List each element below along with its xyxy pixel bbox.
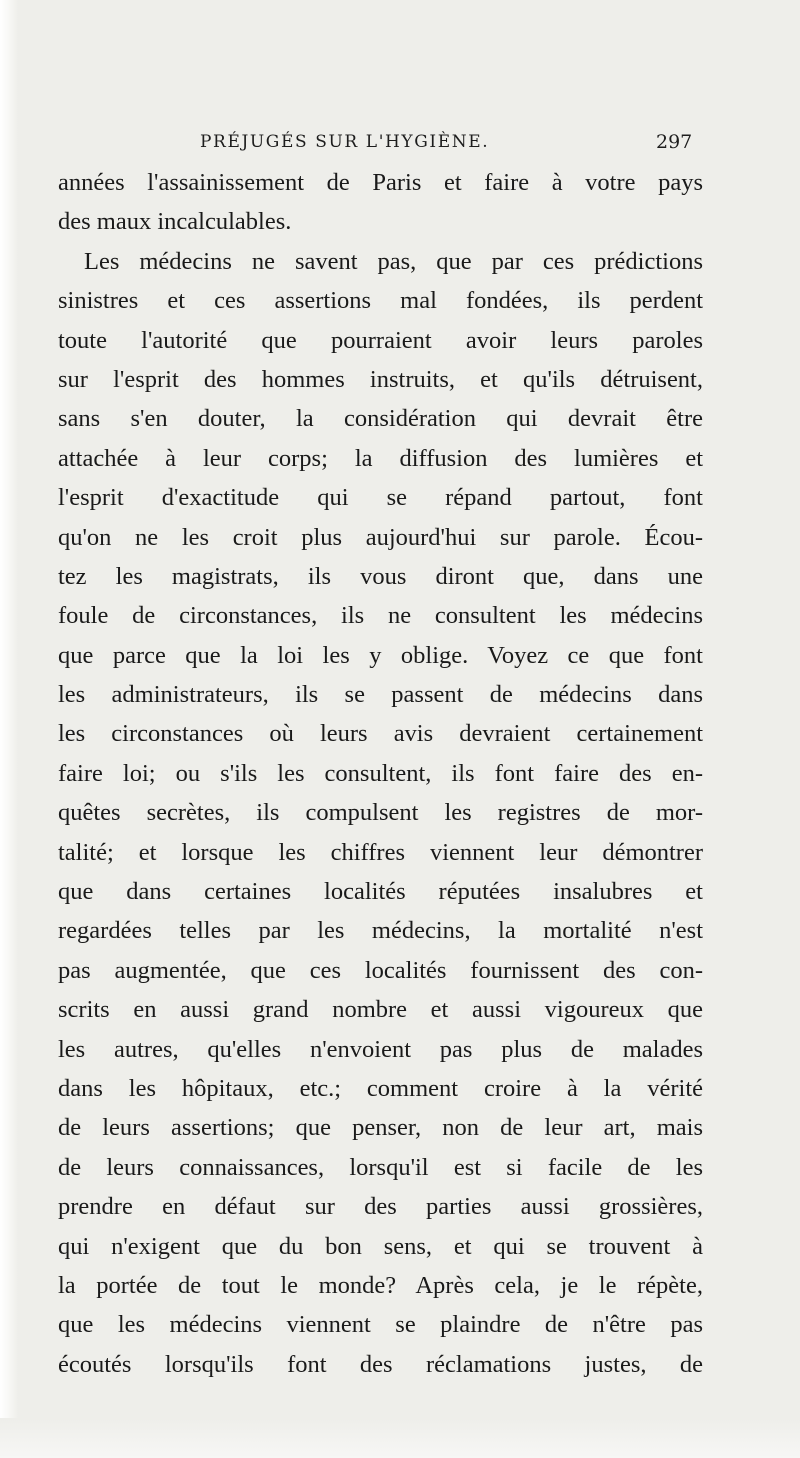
text-line: scrits en aussi grand nombre et aussi vigoureux que xyxy=(58,996,703,1024)
text-line: attachée à leur corps; la diffusion des lumières et xyxy=(58,444,703,472)
text-line: les circonstances où leurs avis devraient certainement xyxy=(58,720,703,748)
running-title: PRÉJUGÉS SUR L'HYGIÈNE. xyxy=(200,132,490,152)
text-line: années l'assainissement de Paris et faire à votre pays xyxy=(58,169,703,196)
text-line: regardées telles par les médecins, la mortalité n'est xyxy=(58,917,703,945)
body-text xyxy=(58,163,703,1384)
text-line: prendre en défaut sur des parties aussi grossières, xyxy=(58,1193,703,1221)
text-line: faire loi; ou s'ils les consultent, ils font faire des en- xyxy=(58,759,703,787)
text-line: foule de circonstances, ils ne consultent les médecins xyxy=(58,602,703,630)
text-line: Les médecins ne savent pas, que par ces prédictions xyxy=(84,247,703,275)
text-line: que les médecins viennent se plaindre de n'être pas xyxy=(58,1311,703,1339)
page-bottom-margin xyxy=(0,1418,800,1458)
text-line: sur l'esprit des hommes instruits, et qu'ils détruisent, xyxy=(58,365,703,393)
text-line: toute l'autorité que pourraient avoir leurs paroles xyxy=(58,326,703,354)
text-line: des maux incalculables. xyxy=(58,208,292,236)
text-line: écoutés lorsqu'ils font des réclamations justes, de xyxy=(58,1350,703,1378)
text-line: l'esprit d'exactitude qui se répand partout, font xyxy=(58,484,703,512)
text-line: sans s'en douter, la considération qui devrait être xyxy=(58,405,703,433)
text-line: les administrateurs, ils se passent de médecins dans xyxy=(58,681,703,709)
text-line: la portée de tout le monde? Après cela, je le répète, xyxy=(58,1271,703,1299)
text-line: pas augmentée, que ces localités fournissent des con- xyxy=(58,956,703,984)
page-number: 297 xyxy=(656,131,693,153)
running-head xyxy=(0,130,800,160)
text-line: qu'on ne les croit plus aujourd'hui sur parole. Écou- xyxy=(58,523,703,551)
text-line: les autres, qu'elles n'envoient pas plus de malades xyxy=(58,1035,703,1063)
text-line: de leurs assertions; que penser, non de leur art, mais xyxy=(58,1114,703,1142)
text-line: de leurs connaissances, lorsqu'il est si facile de les xyxy=(58,1153,703,1181)
page-gutter xyxy=(0,0,18,1458)
text-line: sinistres et ces assertions mal fondées, ils perdent xyxy=(58,287,703,315)
text-line: que dans certaines localités réputées insalubres et xyxy=(58,878,703,906)
text-line: qui n'exigent que du bon sens, et qui se trouvent à xyxy=(58,1232,703,1260)
text-line: dans les hôpitaux, etc.; comment croire à la vérité xyxy=(58,1074,703,1102)
text-line: tez les magistrats, ils vous diront que, dans une xyxy=(58,562,703,590)
text-line: quêtes secrètes, ils compulsent les registres de mor- xyxy=(58,799,703,827)
text-line: talité; et lorsque les chiffres viennent leur démontrer xyxy=(58,838,703,866)
text-line: que parce que la loi les y oblige. Voyez ce que font xyxy=(58,641,703,669)
